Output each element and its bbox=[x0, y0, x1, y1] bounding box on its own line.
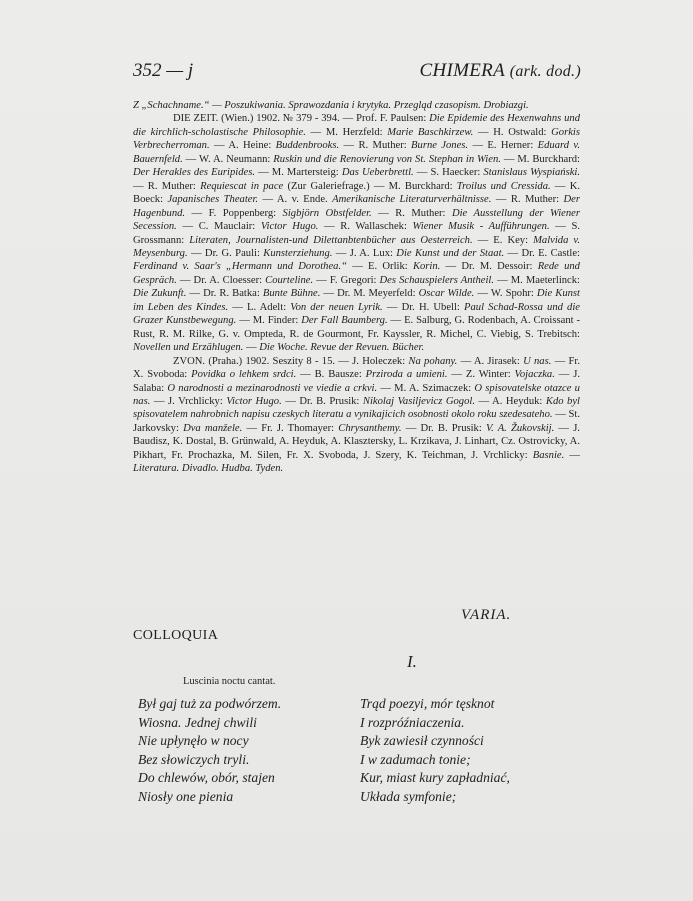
zeit-text: DIE ZEIT. (Wien.) 1902. № 379 - 394. — Prof. F. Paulsen: bbox=[173, 113, 430, 125]
zvon-text: — J. Baudisz, K. Dostal, B. Grünwald, A. Heyduk, A. Klasztersky, L. Krzikava, J. Linhart, Cz. Ostrovicky, A. Pikhart, Fr. Prochazka, M. Silen, Fr. X. Svoboda, J. Szery, K. Teichman, J. Vrchlicky: bbox=[133, 422, 580, 461]
zvon-text: — A. Jirasek: bbox=[457, 355, 524, 367]
zeit-title: Sigbjörn Obstfelder. bbox=[282, 207, 372, 219]
zeit-text: (Zur Galeriefrage.) — M. Burckhard: bbox=[283, 180, 457, 192]
zeit-title: Stanislaus Wyspiański. bbox=[483, 167, 581, 179]
zeit-title: Ferdinand v. Saar's „Hermann und Dorothea.“ bbox=[133, 261, 347, 273]
zeit-title: Rede und Gespräch. bbox=[133, 261, 580, 286]
poem-line: Trąd poezyi, mór tęsknot bbox=[360, 696, 495, 711]
zeit-title: Amerikanische Literaturverhältnisse. bbox=[332, 194, 492, 206]
zeit-title: Der Fall Baumberg. bbox=[301, 315, 388, 327]
zeit-text: — M. Maeterlinck: bbox=[494, 274, 580, 286]
zvon-title: Nikolaj Vasiljevicz Gogol. bbox=[362, 395, 475, 407]
zeit-title: Die Epidemie des Hexenwahns und die kirchlich-scholastische Philosophie. bbox=[133, 113, 580, 138]
zeit-title: Die Woche. Revue der Revuen. Bücher. bbox=[259, 342, 425, 354]
zeit-text: — J. A. Lux: bbox=[332, 247, 397, 259]
zeit-text: — Dr. M. Meyerfeld: bbox=[320, 288, 419, 300]
poem-line: Byk zawiesił czynności bbox=[360, 733, 484, 748]
running-header bbox=[133, 60, 581, 88]
zvon-text: — B. Bausze: bbox=[296, 369, 366, 381]
zvon-text: — bbox=[564, 449, 580, 461]
zeit-text: — S. Haecker: bbox=[413, 167, 484, 179]
zeit-title: Kunsterziehung. bbox=[263, 247, 333, 259]
zeit-text: — E. Salburg, G. Rodenbach, A. Croissant - Rust, R. M. Rilke, G. v. Ompteda, R. de Gourmont, Fr. Kayssler, R. Michel, C. Viebig, S. Trebitsch: bbox=[133, 315, 581, 340]
poem-line: Nie upłynęło w nocy bbox=[138, 733, 249, 748]
zeit-text: — K. Boeck: bbox=[133, 180, 580, 206]
section-heading-varia: VARIA. bbox=[461, 607, 512, 623]
zvon-title: U nas. bbox=[523, 355, 552, 367]
entry-zvon bbox=[133, 355, 580, 476]
zeit-title: Marie Baschkirzew. bbox=[387, 126, 474, 138]
zeit-title: Japanisches Theater. bbox=[167, 194, 259, 206]
zvon-title: Chrysanthemy. bbox=[338, 422, 402, 434]
zeit-title: Die Ausstellung der Wiener Secession. bbox=[133, 207, 580, 233]
zeit-title: Von der neuen Lyrik. bbox=[290, 301, 383, 313]
zvon-title: O narodnosti a mezinarodnosti ve viedie a crkvi. bbox=[167, 382, 378, 394]
chimera-contents-tail bbox=[133, 99, 580, 112]
poem-line: Był gaj tuż za podwórzem. bbox=[138, 696, 282, 711]
zeit-text: — A. Heine: bbox=[209, 140, 276, 152]
zvon-text: — Fr. J. Thomayer: bbox=[242, 422, 339, 434]
zvon-title: Basnie. bbox=[532, 449, 565, 461]
zeit-text: — F. Poppenberg: bbox=[185, 207, 283, 219]
motto: Luscinia noctu cantat. bbox=[183, 676, 276, 687]
entry-text: Z „Schachname.“ — Poszukiwania. Sprawozdania i krytyka. Przegląd czasopism. Drobiazgi. bbox=[133, 100, 529, 111]
zvon-text: — J. Salaba: bbox=[133, 369, 580, 394]
zeit-text: — E. Herner: bbox=[468, 140, 538, 152]
zeit-text: — A. v. Ende. bbox=[258, 194, 333, 206]
zeit-title: Bunte Bühne. bbox=[262, 288, 321, 300]
zeit-title: Buddenbrooks. bbox=[275, 140, 340, 152]
running-title bbox=[420, 60, 581, 82]
zvon-title: Povidka o lehkem srdci. bbox=[191, 369, 297, 381]
zeit-title: Die Kunst und der Staat. bbox=[396, 247, 505, 259]
zeit-title: Wiener Musik - Aufführungen. bbox=[412, 221, 550, 233]
zvon-text: — J. Vrchlicky: bbox=[150, 395, 227, 407]
zeit-title: Eduard v. Bauernfeld. bbox=[133, 140, 580, 165]
poem-column-left bbox=[138, 695, 281, 806]
zvon-text: ZVON. (Praha.) 1902. Seszity 8 - 15. — J. Holeczek: bbox=[173, 355, 409, 367]
zeit-title: Burne Jones. bbox=[411, 140, 469, 152]
zeit-text: — M. Herzfeld: bbox=[305, 126, 388, 138]
zeit-title: Novellen und Erzählugen. bbox=[133, 342, 244, 354]
zeit-title: Die Kunst im Leben des Kindes. bbox=[133, 288, 580, 313]
zvon-title: Vojaczka. bbox=[514, 369, 555, 381]
zeit-text: — Dr. M. Dessoir: bbox=[440, 261, 538, 273]
zeit-title: Paul Schad-Rossa und die Grazer Kunstbewegung. bbox=[133, 301, 581, 327]
poem-line: Niosły one pienia bbox=[138, 788, 234, 804]
page-number: 352 — j bbox=[133, 60, 194, 81]
zeit-text: — R. Muther: bbox=[491, 194, 564, 206]
zvon-title: Victor Hugo. bbox=[226, 395, 282, 407]
zvon-title: Kdo byl spisovatelem nahrobnich napisu czeskych literatu a vynikajicich osobnosti okolo roku szedesateho. bbox=[133, 395, 580, 421]
zvon-text: — Dr. B. Prusik: bbox=[401, 422, 486, 434]
zeit-text: — Dr. A. Cloesser: bbox=[176, 274, 266, 286]
zeit-text: — Dr. G. Pauli: bbox=[187, 247, 264, 259]
zeit-text: — L. Adelt: bbox=[228, 301, 291, 313]
zeit-text: — Dr. E. Castle: bbox=[504, 247, 580, 259]
zeit-text: — bbox=[243, 342, 260, 354]
zvon-title: Dva manžele. bbox=[183, 422, 243, 434]
zeit-text: — M. Burckhard: bbox=[500, 153, 580, 165]
poem-line: I rozpróźniaczenia. bbox=[360, 714, 465, 730]
zvon-title: O spisovatelske otazce u nas. bbox=[133, 382, 580, 407]
zeit-text: — S. Grossmann: bbox=[133, 221, 580, 246]
zeit-title: Literaten, Journalisten-und Dilettanbtenbücher aus Oesterreich. bbox=[189, 234, 473, 246]
zeit-text: — E. Key: bbox=[472, 234, 534, 246]
zeit-text: — M. Finder: bbox=[236, 315, 302, 327]
zeit-text: — R. Muther: bbox=[339, 140, 412, 152]
zeit-text: — M. Martersteig: bbox=[254, 167, 342, 179]
zvon-text: — St. Jarkovsky: bbox=[133, 409, 580, 434]
zvon-text: — M. A. Szimaczek: bbox=[377, 382, 475, 394]
zvon-text: — Fr. X. Svoboda: bbox=[133, 355, 580, 381]
journal-title: CHIMERA bbox=[419, 60, 505, 81]
poem-line: Do chlewów, obór, stajen bbox=[138, 770, 275, 785]
zvon-text: — Dr. B. Prusik: bbox=[281, 395, 363, 407]
zeit-text: — R. Wallaschek: bbox=[318, 221, 413, 233]
zeit-title: Troilus und Cressida. bbox=[456, 180, 551, 192]
poem-line: Bez słowiczych tryli. bbox=[138, 751, 250, 767]
zvon-text: — A. Heyduk: bbox=[475, 395, 546, 407]
zeit-title: Oscar Wilde. bbox=[418, 288, 475, 300]
section-title-colloquia: COLLOQUIA bbox=[133, 628, 219, 643]
zeit-title: Gorkis Verbrecherroman. bbox=[133, 126, 580, 152]
zeit-title: Courteline. bbox=[265, 274, 314, 286]
zeit-text: — Dr. H. Ubell: bbox=[382, 301, 465, 313]
poem-line: Układa symfonie; bbox=[360, 788, 457, 804]
zeit-text: — E. Orlik: bbox=[347, 261, 413, 273]
zeit-title: Der Hagenbund. bbox=[133, 194, 581, 219]
zeit-text: — C. Mauclair: bbox=[176, 221, 261, 233]
zeit-text: — F. Gregori: bbox=[313, 274, 380, 286]
zeit-title: Korin. bbox=[412, 261, 441, 273]
entry-die-zeit bbox=[133, 112, 580, 354]
poem-line: I w zadumach tonie; bbox=[360, 751, 471, 767]
zeit-title: Das Ueberbrettl. bbox=[341, 167, 414, 179]
zeit-title: Die Zukunft. bbox=[133, 288, 187, 300]
poem-column-right bbox=[360, 695, 510, 806]
zeit-text: — R. Muther: bbox=[133, 180, 201, 192]
zeit-title: Requiescat in pace bbox=[200, 180, 284, 192]
zeit-text: — R. Muther: bbox=[371, 207, 452, 219]
zvon-text: — Z. Winter: bbox=[447, 369, 515, 381]
zeit-title: Victor Hugo. bbox=[260, 221, 319, 233]
zvon-title: V. A. Žukovskij. bbox=[485, 422, 555, 434]
zeit-title: Ruskin und die Renovierung von St. Stephan in Wien. bbox=[273, 153, 501, 165]
part-number: I. bbox=[407, 652, 417, 671]
zvon-title: Prziroda a umieni. bbox=[365, 369, 448, 381]
poem-line: Wiosna. Jednej chwili bbox=[138, 714, 257, 730]
zeit-text: — W. A. Neumann: bbox=[182, 153, 274, 165]
zvon-title: Literatura. Divadlo. Hudba. Tyden. bbox=[133, 463, 284, 475]
zeit-text: — H. Ostwald: bbox=[473, 126, 552, 138]
periodical-review-list bbox=[133, 99, 580, 476]
zeit-text: — Dr. R. Batka: bbox=[186, 288, 263, 300]
poem-line: Kur, miast kury zapładniać, bbox=[360, 770, 510, 785]
journal-title-suffix: (ark. dod.) bbox=[509, 63, 581, 80]
zeit-title: Malvida v. Meysenburg. bbox=[133, 234, 580, 259]
zvon-title: Na pohany. bbox=[408, 355, 458, 367]
zeit-title: Des Schauspielers Antheil. bbox=[379, 274, 495, 286]
zeit-text: — W. Spohr: bbox=[474, 288, 537, 300]
zeit-title: Der Herakles des Euripides. bbox=[133, 167, 255, 179]
